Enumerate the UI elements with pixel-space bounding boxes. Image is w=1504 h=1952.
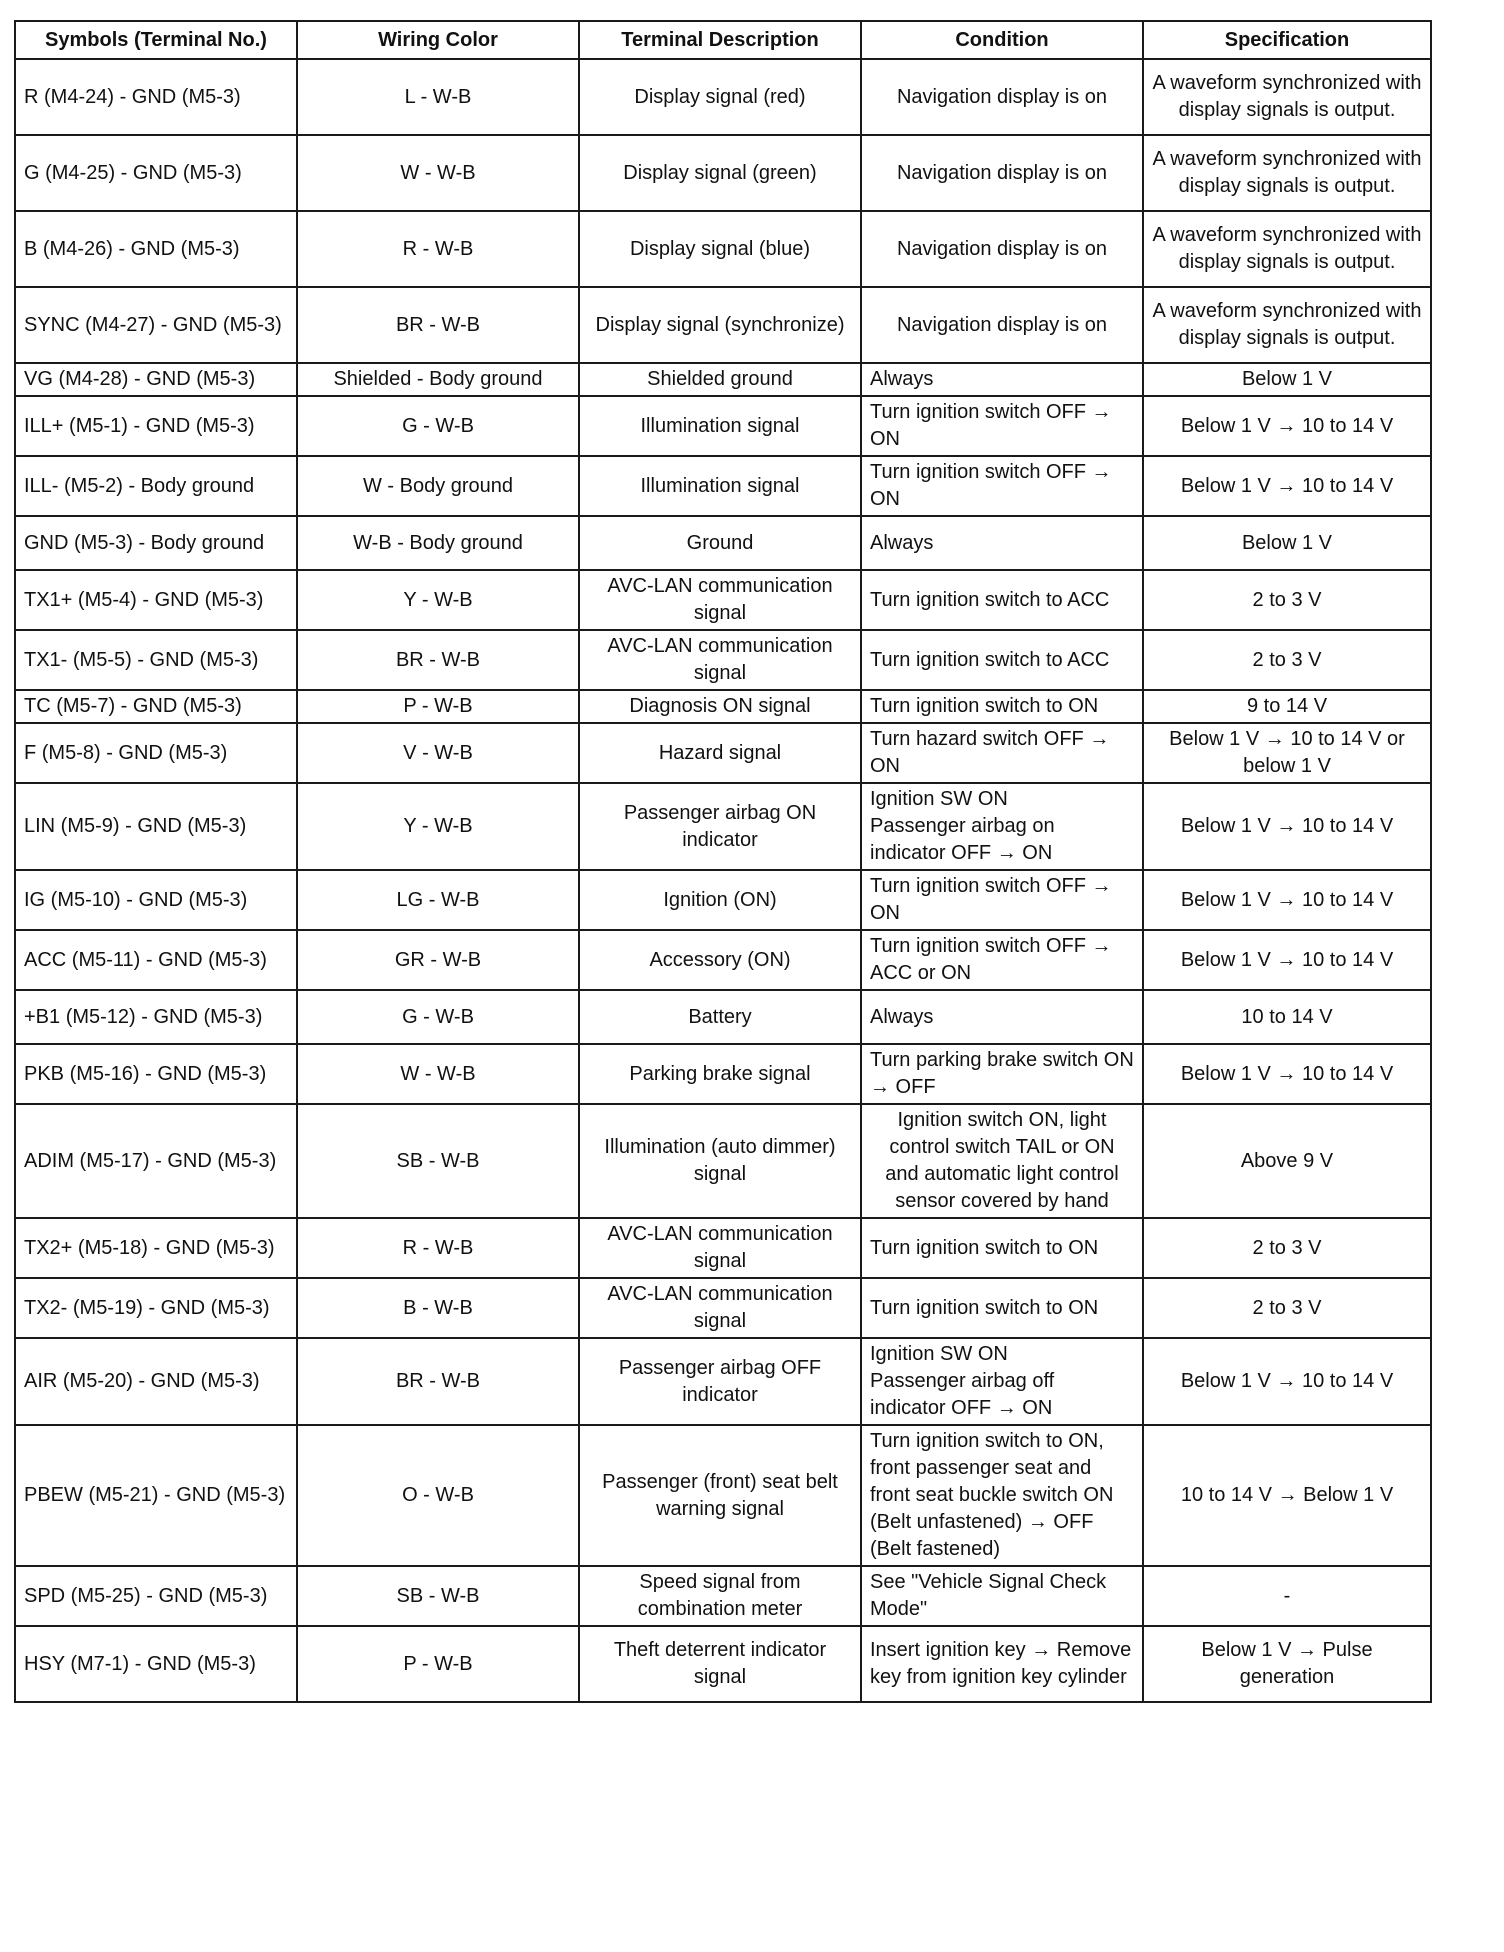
description-cell: Display signal (blue) [579,211,861,287]
condition-cell: Always [861,363,1143,396]
header-wiring-color: Wiring Color [297,21,579,59]
specification-cell: 9 to 14 V [1143,690,1431,723]
specification-cell: Below 1 V → 10 to 14 V or below 1 V [1143,723,1431,783]
condition-cell: See "Vehicle Signal Check Mode" [861,1566,1143,1626]
description-cell: Ignition (ON) [579,870,861,930]
description-cell: Illumination signal [579,456,861,516]
symbol-cell: G (M4-25) - GND (M5-3) [15,135,297,211]
symbol-cell: TX2- (M5-19) - GND (M5-3) [15,1278,297,1338]
wiring-color-cell: W - W-B [297,1044,579,1104]
symbol-cell: LIN (M5-9) - GND (M5-3) [15,783,297,870]
specification-cell: A waveform synchronized with display signals is output. [1143,59,1431,135]
wiring-color-cell: G - W-B [297,990,579,1044]
wiring-color-cell: Y - W-B [297,783,579,870]
symbol-cell: SPD (M5-25) - GND (M5-3) [15,1566,297,1626]
condition-cell: Ignition switch ON, light control switch TAIL or ON and automatic light control sensor covered by hand [861,1104,1143,1218]
condition-cell: Turn ignition switch to ON [861,1218,1143,1278]
symbol-cell: PBEW (M5-21) - GND (M5-3) [15,1425,297,1566]
description-cell: Hazard signal [579,723,861,783]
symbol-cell: ILL- (M5-2) - Body ground [15,456,297,516]
condition-cell: Turn ignition switch to ON, front passenger seat and front seat buckle switch ON (Belt unfastened) → OFF (Belt fastened) [861,1425,1143,1566]
table-row [15,1104,1431,1218]
table-row [15,990,1431,1044]
table-row [15,456,1431,516]
table-row [15,690,1431,723]
wiring-color-cell: Y - W-B [297,570,579,630]
wiring-color-cell: L - W-B [297,59,579,135]
specification-cell: Below 1 V → 10 to 14 V [1143,456,1431,516]
description-cell: Accessory (ON) [579,930,861,990]
condition-cell: Turn ignition switch to ON [861,690,1143,723]
table-row [15,1566,1431,1626]
specification-cell: 2 to 3 V [1143,1218,1431,1278]
wiring-color-cell: BR - W-B [297,1338,579,1425]
condition-cell: Navigation display is on [861,211,1143,287]
terminal-spec-sheet [14,20,1430,1703]
table-row [15,570,1431,630]
condition-cell: Turn ignition switch OFF → ON [861,870,1143,930]
condition-cell: Turn ignition switch OFF → ACC or ON [861,930,1143,990]
symbol-cell: SYNC (M4-27) - GND (M5-3) [15,287,297,363]
wiring-color-cell: V - W-B [297,723,579,783]
wiring-color-cell: P - W-B [297,690,579,723]
description-cell: Illumination signal [579,396,861,456]
symbol-cell: R (M4-24) - GND (M5-3) [15,59,297,135]
wiring-color-cell: BR - W-B [297,287,579,363]
description-cell: Illumination (auto dimmer) signal [579,1104,861,1218]
description-cell: Parking brake signal [579,1044,861,1104]
description-cell: Display signal (red) [579,59,861,135]
specification-cell: Below 1 V → 10 to 14 V [1143,1044,1431,1104]
condition-cell: Turn ignition switch to ACC [861,570,1143,630]
condition-cell: Always [861,990,1143,1044]
symbol-cell: AIR (M5-20) - GND (M5-3) [15,1338,297,1425]
wiring-color-cell: W-B - Body ground [297,516,579,570]
wiring-color-cell: P - W-B [297,1626,579,1702]
symbol-cell: B (M4-26) - GND (M5-3) [15,211,297,287]
condition-cell: Turn ignition switch to ACC [861,630,1143,690]
condition-cell: Navigation display is on [861,59,1143,135]
table-row [15,1626,1431,1702]
specification-cell: 2 to 3 V [1143,630,1431,690]
specification-cell: A waveform synchronized with display signals is output. [1143,135,1431,211]
symbol-cell: ADIM (M5-17) - GND (M5-3) [15,1104,297,1218]
description-cell: Theft deterrent indicator signal [579,1626,861,1702]
table-row [15,1044,1431,1104]
specification-cell: Below 1 V → Pulse generation [1143,1626,1431,1702]
description-cell: Display signal (synchronize) [579,287,861,363]
table-row [15,870,1431,930]
table-row [15,396,1431,456]
table-row [15,516,1431,570]
table-row [15,930,1431,990]
description-cell: Battery [579,990,861,1044]
wiring-color-cell: G - W-B [297,396,579,456]
wiring-color-cell: W - Body ground [297,456,579,516]
header-condition: Condition [861,21,1143,59]
header-terminal-description: Terminal Description [579,21,861,59]
specification-cell: Below 1 V [1143,516,1431,570]
description-cell: AVC-LAN communication signal [579,1218,861,1278]
table-row [15,1338,1431,1425]
header-specification: Specification [1143,21,1431,59]
condition-cell: Navigation display is on [861,135,1143,211]
header-symbols: Symbols (Terminal No.) [15,21,297,59]
description-cell: Speed signal from combination meter [579,1566,861,1626]
specification-cell: A waveform synchronized with display signals is output. [1143,211,1431,287]
specification-cell: A waveform synchronized with display signals is output. [1143,287,1431,363]
condition-cell: Turn hazard switch OFF → ON [861,723,1143,783]
symbol-cell: VG (M4-28) - GND (M5-3) [15,363,297,396]
description-cell: Ground [579,516,861,570]
condition-cell: Insert ignition key → Remove key from ignition key cylinder [861,1626,1143,1702]
wiring-color-cell: Shielded - Body ground [297,363,579,396]
specification-cell: Below 1 V → 10 to 14 V [1143,870,1431,930]
symbol-cell: ACC (M5-11) - GND (M5-3) [15,930,297,990]
specification-cell: Below 1 V [1143,363,1431,396]
condition-cell: Always [861,516,1143,570]
condition-cell: Turn ignition switch OFF → ON [861,396,1143,456]
description-cell: Passenger airbag OFF indicator [579,1338,861,1425]
description-cell: Diagnosis ON signal [579,690,861,723]
specification-cell: Below 1 V → 10 to 14 V [1143,783,1431,870]
table-row [15,363,1431,396]
symbol-cell: TX1+ (M5-4) - GND (M5-3) [15,570,297,630]
specification-cell: Below 1 V → 10 to 14 V [1143,396,1431,456]
description-cell: Shielded ground [579,363,861,396]
specification-cell: Below 1 V → 10 to 14 V [1143,930,1431,990]
condition-cell: Turn ignition switch to ON [861,1278,1143,1338]
specification-cell: Below 1 V → 10 to 14 V [1143,1338,1431,1425]
description-cell: AVC-LAN communication signal [579,630,861,690]
table-row [15,1218,1431,1278]
condition-cell: Navigation display is on [861,287,1143,363]
header-row [15,21,1431,59]
specification-cell: 2 to 3 V [1143,1278,1431,1338]
condition-cell: Turn parking brake switch ON → OFF [861,1044,1143,1104]
table-row [15,135,1431,211]
table-row [15,1425,1431,1566]
specification-cell: - [1143,1566,1431,1626]
symbol-cell: F (M5-8) - GND (M5-3) [15,723,297,783]
condition-cell: Turn ignition switch OFF → ON [861,456,1143,516]
table-row [15,59,1431,135]
symbol-cell: HSY (M7-1) - GND (M5-3) [15,1626,297,1702]
table-row [15,287,1431,363]
specification-cell: Above 9 V [1143,1104,1431,1218]
wiring-color-cell: LG - W-B [297,870,579,930]
description-cell: Passenger (front) seat belt warning signal [579,1425,861,1566]
table-row [15,783,1431,870]
wiring-color-cell: O - W-B [297,1425,579,1566]
description-cell: Passenger airbag ON indicator [579,783,861,870]
wiring-color-cell: W - W-B [297,135,579,211]
description-cell: Display signal (green) [579,135,861,211]
table-row [15,1278,1431,1338]
symbol-cell: +B1 (M5-12) - GND (M5-3) [15,990,297,1044]
description-cell: AVC-LAN communication signal [579,570,861,630]
symbol-cell: IG (M5-10) - GND (M5-3) [15,870,297,930]
table-row [15,211,1431,287]
symbol-cell: PKB (M5-16) - GND (M5-3) [15,1044,297,1104]
wiring-color-cell: R - W-B [297,1218,579,1278]
symbol-cell: TX1- (M5-5) - GND (M5-3) [15,630,297,690]
terminal-spec-table [14,20,1432,1703]
symbol-cell: TC (M5-7) - GND (M5-3) [15,690,297,723]
symbol-cell: GND (M5-3) - Body ground [15,516,297,570]
symbol-cell: TX2+ (M5-18) - GND (M5-3) [15,1218,297,1278]
wiring-color-cell: B - W-B [297,1278,579,1338]
table-row [15,630,1431,690]
wiring-color-cell: GR - W-B [297,930,579,990]
condition-cell: Ignition SW ON Passenger airbag off indicator OFF → ON [861,1338,1143,1425]
table-row [15,723,1431,783]
specification-cell: 10 to 14 V → Below 1 V [1143,1425,1431,1566]
specification-cell: 2 to 3 V [1143,570,1431,630]
specification-cell: 10 to 14 V [1143,990,1431,1044]
symbol-cell: ILL+ (M5-1) - GND (M5-3) [15,396,297,456]
wiring-color-cell: R - W-B [297,211,579,287]
wiring-color-cell: SB - W-B [297,1566,579,1626]
condition-cell: Ignition SW ON Passenger airbag on indicator OFF → ON [861,783,1143,870]
wiring-color-cell: BR - W-B [297,630,579,690]
wiring-color-cell: SB - W-B [297,1104,579,1218]
description-cell: AVC-LAN communication signal [579,1278,861,1338]
